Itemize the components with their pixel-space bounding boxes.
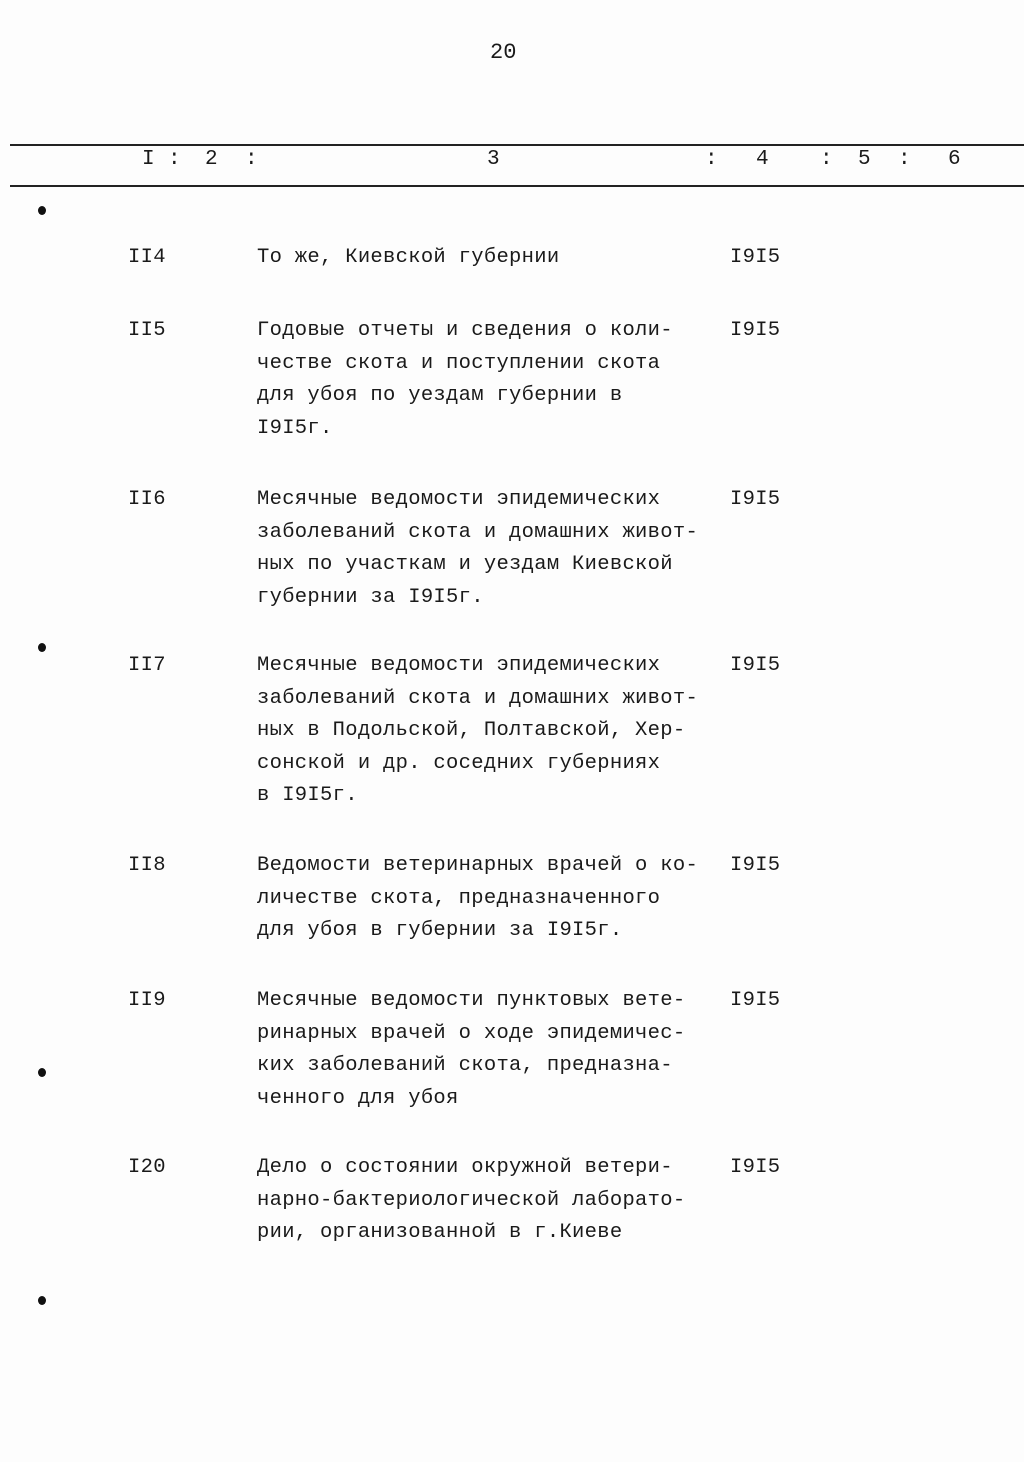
item-year: I9I5 [730,854,781,877]
item-year: I9I5 [730,246,781,269]
item-description [257,1152,717,1250]
description-line: рии, организованной в г.Киеве [257,1221,623,1244]
description-line: нарно-бактериологической лаборато- [257,1188,686,1212]
page-number: 20 [490,40,517,65]
header-bottom-rule [10,185,1024,187]
description-line: ченного для убоя [257,1086,459,1110]
item-description [257,242,717,275]
item-year: I9I5 [730,319,781,342]
description-line: заболеваний скота и домашних живот- [257,686,699,710]
description-line: сонской и др. соседних губерниях [257,751,661,775]
description-line: Годовые отчеты и сведения о коли- [257,319,673,342]
col-separator: : [168,148,181,171]
col-separator: : [820,148,833,171]
description-line: I9I5г. [257,416,333,440]
col-separator: : [898,148,911,171]
item-description [257,484,717,614]
description-line: Месячные ведомости эпидемических [257,654,661,677]
description-line: ных по участкам и уездам Киевской [257,553,673,576]
item-number: II9 [128,989,166,1012]
col-separator: : [245,148,258,171]
col-separator: : [705,148,718,171]
item-year: I9I5 [730,488,781,511]
description-line: для убоя в губернии за I9I5г. [257,919,623,942]
item-description [257,850,717,948]
description-line: заболеваний скота и домашних живот- [257,520,699,544]
description-line: для убоя по уездам губернии в [257,384,623,407]
item-description [257,315,717,445]
col-5-header: 5 [858,148,871,171]
description-line: честве скота и поступлении скота [257,351,661,375]
description-line: Месячные ведомости пунктовых вете- [257,989,686,1012]
item-number: II8 [128,854,166,877]
item-year: I9I5 [730,1156,781,1179]
binding-hole-mark [38,206,46,215]
binding-hole-mark [38,1296,46,1305]
description-line: Месячные ведомости эпидемических [257,488,661,511]
item-number: I20 [128,1156,166,1179]
item-number: II7 [128,654,166,677]
item-number: II5 [128,319,166,342]
item-number: II6 [128,488,166,511]
description-line: ринарных врачей о ходе эпидемичес- [257,1021,686,1045]
col-1-header: I [142,148,155,171]
description-line: Ведомости ветеринарных врачей о ко- [257,854,699,877]
binding-hole-mark [38,1068,46,1077]
description-line: ких заболеваний скота, предназна- [257,1054,673,1077]
col-3-header: 3 [487,148,500,171]
col-2-header: 2 [205,148,218,171]
header-top-rule [10,144,1024,146]
item-number: II4 [128,246,166,269]
item-description [257,985,717,1115]
description-line: ных в Подольской, Полтавской, Хер- [257,719,686,742]
item-year: I9I5 [730,654,781,677]
description-line: Дело о состоянии окружной ветери- [257,1156,673,1179]
item-description [257,650,717,813]
description-line: То же, Киевской губернии [257,246,560,269]
item-year: I9I5 [730,989,781,1012]
col-4-header: 4 [756,148,769,171]
col-6-header: 6 [948,148,961,171]
binding-hole-mark [38,643,46,652]
description-line: личестве скота, предназначенного [257,886,661,910]
description-line: в I9I5г. [257,784,358,807]
description-line: губернии за I9I5г. [257,585,484,609]
